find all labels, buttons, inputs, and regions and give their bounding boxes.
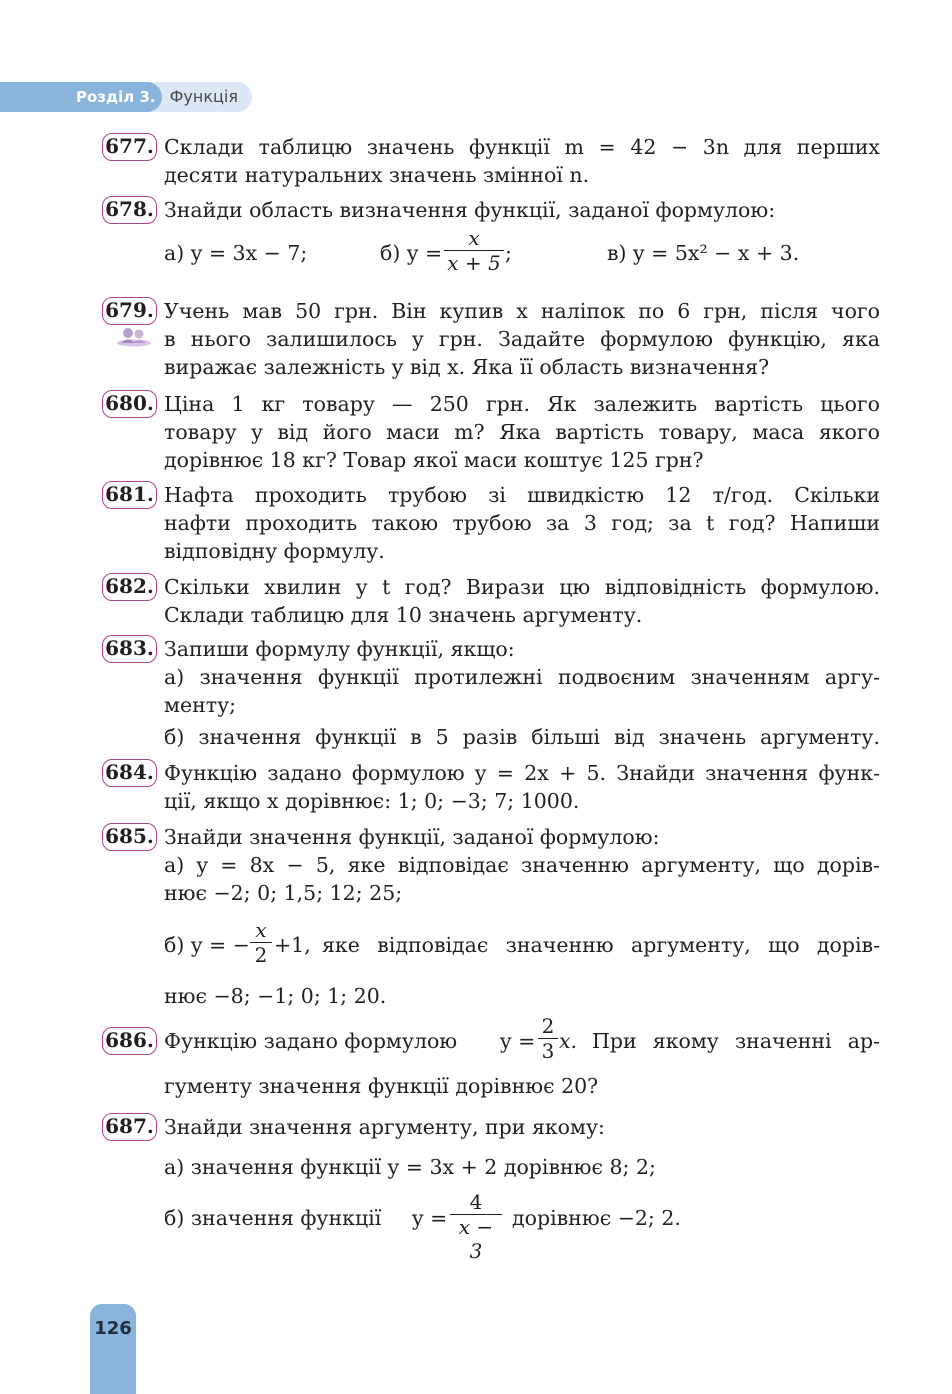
problem-text: дорівнює 18 кг? Товар якої маси коштує 125 грн?	[164, 448, 704, 472]
problem-text: ції, якщо x дорівнює: 1; 0; −3; 7; 1000.	[164, 789, 580, 813]
problem-number: 677.	[102, 133, 157, 161]
numerator: 4	[469, 1190, 483, 1214]
problem-text: Склади таблицю для 10 значень аргументу.	[164, 603, 643, 627]
problem-number: 686.	[102, 1027, 157, 1055]
problem-text: Знайди значення функції, заданої формулою:	[164, 825, 660, 849]
problem-text: а) значення функції протилежні подвоєним значенням аргу-	[164, 665, 880, 689]
problem-text: товару y від його маси m? Яка вартість товару, маса якого	[164, 420, 880, 444]
problem-text: гументу значення функції дорівнює 20?	[164, 1074, 599, 1098]
problem-text: десяти натуральних значень змінної n.	[164, 163, 590, 187]
problem-text: Ціна 1 кг товару — 250 грн. Як залежить вартість цього	[164, 392, 880, 416]
problem-text: яке відповідає значенню аргументу, що дорів-	[322, 933, 880, 957]
problem-number: 684.	[102, 759, 157, 787]
problem-text: а) значення функції y = 3x + 2 дорівнює 8; 2;	[164, 1155, 656, 1179]
problem-text: в нього залишилось y грн. Задайте формулою функцію, яка	[164, 327, 880, 351]
problem-text: Знайди значення аргументу, при якому:	[164, 1115, 605, 1139]
page-number: 126	[94, 1318, 132, 1339]
fraction	[538, 1014, 558, 1063]
problem-number: 681.	[102, 481, 157, 509]
numerator: 2	[541, 1014, 555, 1038]
problem-text: менту;	[164, 693, 237, 717]
problem-text: Запиши формулу функції, якщо:	[164, 637, 515, 661]
problem-text: нює −8; −1; 0; 1; 20.	[164, 984, 387, 1008]
formula-lhs: y =	[500, 1029, 536, 1053]
section-label: Розділ 3.	[0, 82, 162, 112]
problem-number: 679.	[102, 297, 157, 325]
problem-number: 683.	[102, 635, 157, 663]
problem-text: нює −2; 0; 1,5; 12; 25;	[164, 881, 403, 905]
formula-lhs: y =	[412, 1206, 448, 1230]
problem-text: Склади таблицю значень функції m = 42 − 3n для перших	[164, 135, 880, 159]
fraction	[450, 1190, 502, 1263]
part-b-after: дорівнює −2; 2.	[512, 1206, 681, 1230]
problem-text: Функцію задано формулою y = 2x + 5. Знайди значення функ-	[164, 761, 880, 785]
problem-text: Знайди область визначення функції, заданої формулою:	[164, 198, 776, 222]
fraction	[444, 226, 504, 275]
problem-number: 682.	[102, 573, 157, 601]
section-header	[0, 82, 252, 112]
numerator: x	[255, 918, 267, 942]
problem-text: Нафта проходить трубою зі швидкістю 12 т/год. Скільки	[164, 483, 880, 507]
part-b-after: +1,	[274, 933, 311, 957]
problem-number: 687.	[102, 1113, 157, 1141]
formula-var: x.	[559, 1029, 578, 1053]
denominator: 3	[541, 1039, 555, 1063]
problem-text: б) значення функції в 5 разів більші від значень аргументу.	[164, 725, 880, 749]
fraction	[250, 918, 272, 967]
problem-text: При якому значенні ар-	[592, 1029, 880, 1053]
denominator: x + 5	[447, 251, 501, 275]
page-number-tab	[90, 1304, 136, 1394]
problem-number: 685.	[102, 823, 157, 851]
problem-number: 680.	[102, 390, 157, 418]
problem-text: відповідну формулу.	[164, 539, 385, 563]
section-title: Функція	[146, 82, 252, 112]
problem-text: Учень мав 50 грн. Він купив x наліпок по 6 грн, після чого	[164, 299, 880, 323]
numerator: x	[468, 226, 480, 250]
denominator: 2	[254, 943, 268, 967]
group-work-icon	[116, 325, 152, 347]
problem-text: Функцію задано формулою	[164, 1029, 458, 1053]
problem-text: Скільки хвилин у t год? Вирази цю відповідність формулою.	[164, 575, 880, 599]
problem-number: 678.	[102, 196, 157, 224]
problem-text: а) y = 8x − 5, яке відповідає значенню аргументу, що дорів-	[164, 853, 880, 877]
part-b-prefix: б) значення функції	[164, 1206, 382, 1230]
denominator: x − 3	[458, 1215, 494, 1263]
problem-text: нафти проходить такою трубою за 3 год; за t год? Напиши	[164, 511, 880, 535]
problem-text: виражає залежність y від x. Яка її область визначення?	[164, 355, 770, 379]
part-b-prefix: б) y = −	[164, 933, 250, 957]
part-b-suffix: ;	[505, 241, 512, 265]
part-a: а) y = 3x − 7;	[164, 241, 308, 265]
part-b-prefix: б) y =	[380, 241, 443, 265]
part-c: в) y = 5x² − x + 3.	[607, 241, 800, 265]
